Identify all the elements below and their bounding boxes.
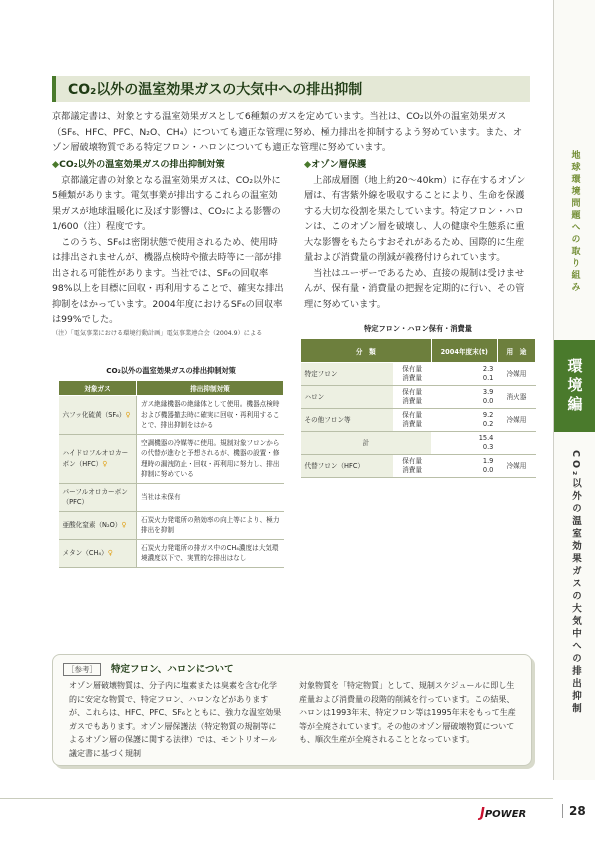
value-cell <box>431 363 497 386</box>
left-paragraph-1: 京都議定書の対象となる温室効果ガスは、CO₂以外に5種類があります。電気事業が排出するこれらの温室効果ガスが地球温暖化に及ぼす影響は、CO₂による影響の1/600（注）程度です。 <box>52 174 281 232</box>
side-tab-environment[interactable] <box>554 340 595 432</box>
left-table-title: CO₂以外の温室効果ガスの排出抑制対策 <box>106 366 236 375</box>
side-band <box>553 0 595 780</box>
category-cell: その他フロン等 <box>301 409 394 432</box>
reference-box <box>52 654 532 766</box>
value: 1.9 <box>482 457 494 465</box>
table-header: 2004年度末(t) <box>431 339 497 363</box>
category-cell <box>301 455 394 478</box>
side-subtitle-label: CO₂以外の温室効果ガスの大気中への排出抑制 <box>570 450 581 716</box>
side-category <box>554 150 595 310</box>
measure-cell: 石炭火力発電所の排ガス中のCH₄濃度は大気環境濃度以下で、実質的な排出はなし <box>137 539 284 567</box>
company-logo <box>480 806 526 821</box>
value: 9.2 <box>482 411 494 419</box>
bulb-icon: ♀ <box>102 459 108 468</box>
kind-cell <box>393 363 431 386</box>
intro-paragraph: 京都議定書は、対象とする温室効果ガスとして6種類のガスを定めています。当社は、CO₂以外の温室効果ガス（SF₆、HFC、PFC、N₂O、CH₄）についても適正な管理に努め、極力排出を抑制するよう努めています。また、オゾン層破壊物質である特定フロン・ハロンについても適正な管理に努めています。 <box>52 111 523 153</box>
value-cell <box>431 432 497 455</box>
table-row <box>301 455 536 478</box>
value: 0.2 <box>482 420 494 428</box>
reference-heading <box>63 661 234 676</box>
gas-cell <box>59 434 137 483</box>
kind-label: 保有量 <box>402 411 422 419</box>
diamond-icon: ◆ <box>52 159 60 170</box>
table-row <box>59 434 284 483</box>
gas-cell <box>59 483 137 511</box>
kind-cell <box>393 455 431 478</box>
page-title: CO₂以外の温室効果ガスの大気中への排出抑制 <box>68 82 363 98</box>
kind-label: 消費量 <box>402 420 422 428</box>
category-cell: 特定フロン <box>301 363 394 386</box>
table-row <box>301 432 536 455</box>
table-header: 分 類 <box>301 339 432 363</box>
right-paragraph-1: 上部成層圏（地上約20〜40km）に存在するオゾン層は、有害紫外線を吸収することにより、生命を保護する大切な役割を果たしています。特定フロン・ハロンは、このオゾン層を破壊し、人の健康や生態系に重大な影響をもたらすおそれがあるため、国際的に生産量および消費量の削減が義務付けられています。 <box>304 174 526 263</box>
value: 2.3 <box>482 365 494 373</box>
table-row <box>59 483 284 511</box>
value-cell <box>431 386 497 409</box>
value: 0.3 <box>482 443 494 451</box>
side-tab-label: 環境編 <box>565 357 584 415</box>
measure-cell: ガス絶縁機器の絶縁体として使用。機器点検時および機器撤去時に確実に回収・再利用することで、排出抑制をはかる <box>137 396 284 435</box>
reference-title: 特定フロン、ハロンについて <box>111 664 234 675</box>
gas-name: メタン（CH₄） <box>62 548 108 557</box>
kind-label: 消費量 <box>402 466 422 474</box>
reference-text-right: 対象物質を「特定物質」として、規制スケジュールに即し生産量および消費量の段階的削減を行っています。この結果、ハロンは1993年末、特定フロン等は1995年末をもって生産等が全廃されています。その他のオゾン層破壊物質についても、順次生産が全廃されることとなっています。 <box>299 681 516 744</box>
page-number: 28 <box>562 804 586 818</box>
table-row <box>59 511 284 539</box>
table-header: 排出抑制対策 <box>137 381 284 396</box>
kind-label: 保有量 <box>402 365 422 373</box>
right-heading-text: オゾン層保護 <box>311 159 367 170</box>
gas-cell <box>59 511 137 539</box>
measure-cell: 空調機器の冷媒等に使用。規制対象フロンからの代替が進むと予想されるが、機器の設置・修理時の漏洩防止・回収・再利用に努力し、排出抑制に努めている <box>137 434 284 483</box>
diamond-icon: ◆ <box>304 159 312 170</box>
value-cell <box>431 409 497 432</box>
use-cell: 冷媒用 <box>497 363 535 386</box>
use-cell: 消火器 <box>497 386 535 409</box>
gas-name: 亜酸化窒素（N₂O） <box>62 520 122 529</box>
use-cell: 冷媒用 <box>497 455 535 478</box>
kind-label: 消費量 <box>402 374 422 382</box>
emission-measures-table <box>58 380 284 568</box>
use-cell: 冷媒用 <box>497 409 535 432</box>
j-mark-icon: J <box>480 806 485 821</box>
freon-halon-table <box>300 338 536 478</box>
value: 15.4 <box>478 434 494 442</box>
kind-label: 消費量 <box>402 397 422 405</box>
kind-label: 保有量 <box>402 388 422 396</box>
table-row <box>59 539 284 567</box>
kind-cell <box>393 409 431 432</box>
category-cell: ハロン <box>301 386 394 409</box>
use-cell <box>497 432 535 455</box>
total-cell: 計 <box>301 432 432 455</box>
kind-label: 保有量 <box>402 457 422 465</box>
table-header: 対象ガス <box>59 381 137 396</box>
right-table-title: 特定フロン・ハロン保有・消費量 <box>364 324 472 333</box>
bulb-icon: ♀ <box>121 520 127 529</box>
right-paragraph-2: 当社はユーザーであるため、直接の規制は受けませんが、保有量・消費量の把握を定期的に行い、その管理に努めています。 <box>304 267 525 310</box>
bulb-icon: ♀ <box>125 410 131 419</box>
logo-text: POWER <box>484 809 527 820</box>
side-category-label: 地球環境問題への取り組み <box>569 150 580 294</box>
footnote: （注）「電気事業における環境行動計画」電気事業連合会（2004.9）による <box>52 330 263 337</box>
table-header: 用 途 <box>497 339 535 363</box>
measure-cell: 石炭火力発電所の熱効率の向上等により、極力排出を抑制 <box>137 511 284 539</box>
right-column <box>304 157 532 312</box>
category-label: 代替フロン（HFC） <box>304 461 365 470</box>
side-subtitle <box>554 450 595 716</box>
table-row <box>301 386 536 409</box>
left-column <box>52 157 284 328</box>
table-row <box>59 396 284 435</box>
measure-cell: 当社は未保有 <box>137 483 284 511</box>
table-row <box>301 363 536 386</box>
bulb-icon: ♀ <box>107 548 113 557</box>
value: 0.0 <box>482 397 494 405</box>
reference-text-left: オゾン層破壊物質は、分子内に塩素または臭素を含む化学的に安定な物質で、特定フロン、ハロンなどがありますが、これらは、HFC、PFC、SF₆とともに、強力な温室効果ガスでもあります。オゾン層保護法（特定物質の規制等によるオゾン層の保護に関する法律）では、モントリオール議定書に基づく規制 <box>69 681 282 758</box>
table-header-row <box>301 339 536 363</box>
left-heading-text: CO₂以外の温室効果ガスの排出抑制対策 <box>59 159 225 170</box>
table-row <box>301 409 536 432</box>
left-heading <box>52 157 284 173</box>
gas-name: パーフルオロカーボン（PFC） <box>62 487 128 506</box>
section-title-box <box>52 76 530 102</box>
value: 0.0 <box>482 466 494 474</box>
value-cell <box>431 455 497 478</box>
table-header-row <box>59 381 284 396</box>
gas-cell <box>59 396 137 435</box>
right-heading <box>304 157 532 173</box>
kind-cell <box>393 386 431 409</box>
value: 3.9 <box>482 388 494 396</box>
gas-cell <box>59 539 137 567</box>
value: 0.1 <box>482 374 494 382</box>
reference-tag: ［参考］ <box>63 663 101 676</box>
footer-divider <box>0 798 553 799</box>
left-paragraph-2: このうち、SF₆は密閉状態で使用されるため、使用時は排出されませんが、機器点検時や撤去時等に一部が排出される可能性があります。当社では、SF₆の回収率98%以上を目標に回収・再利用することで、確実な排出抑制をはかっています。2004年度におけるSF₆の回収率は99%でした。 <box>52 236 284 325</box>
gas-name: ハイドロフルオロカーボン（HFC） <box>62 449 129 468</box>
gas-name: 六フッ化硫黄（SF₆） <box>62 410 126 419</box>
